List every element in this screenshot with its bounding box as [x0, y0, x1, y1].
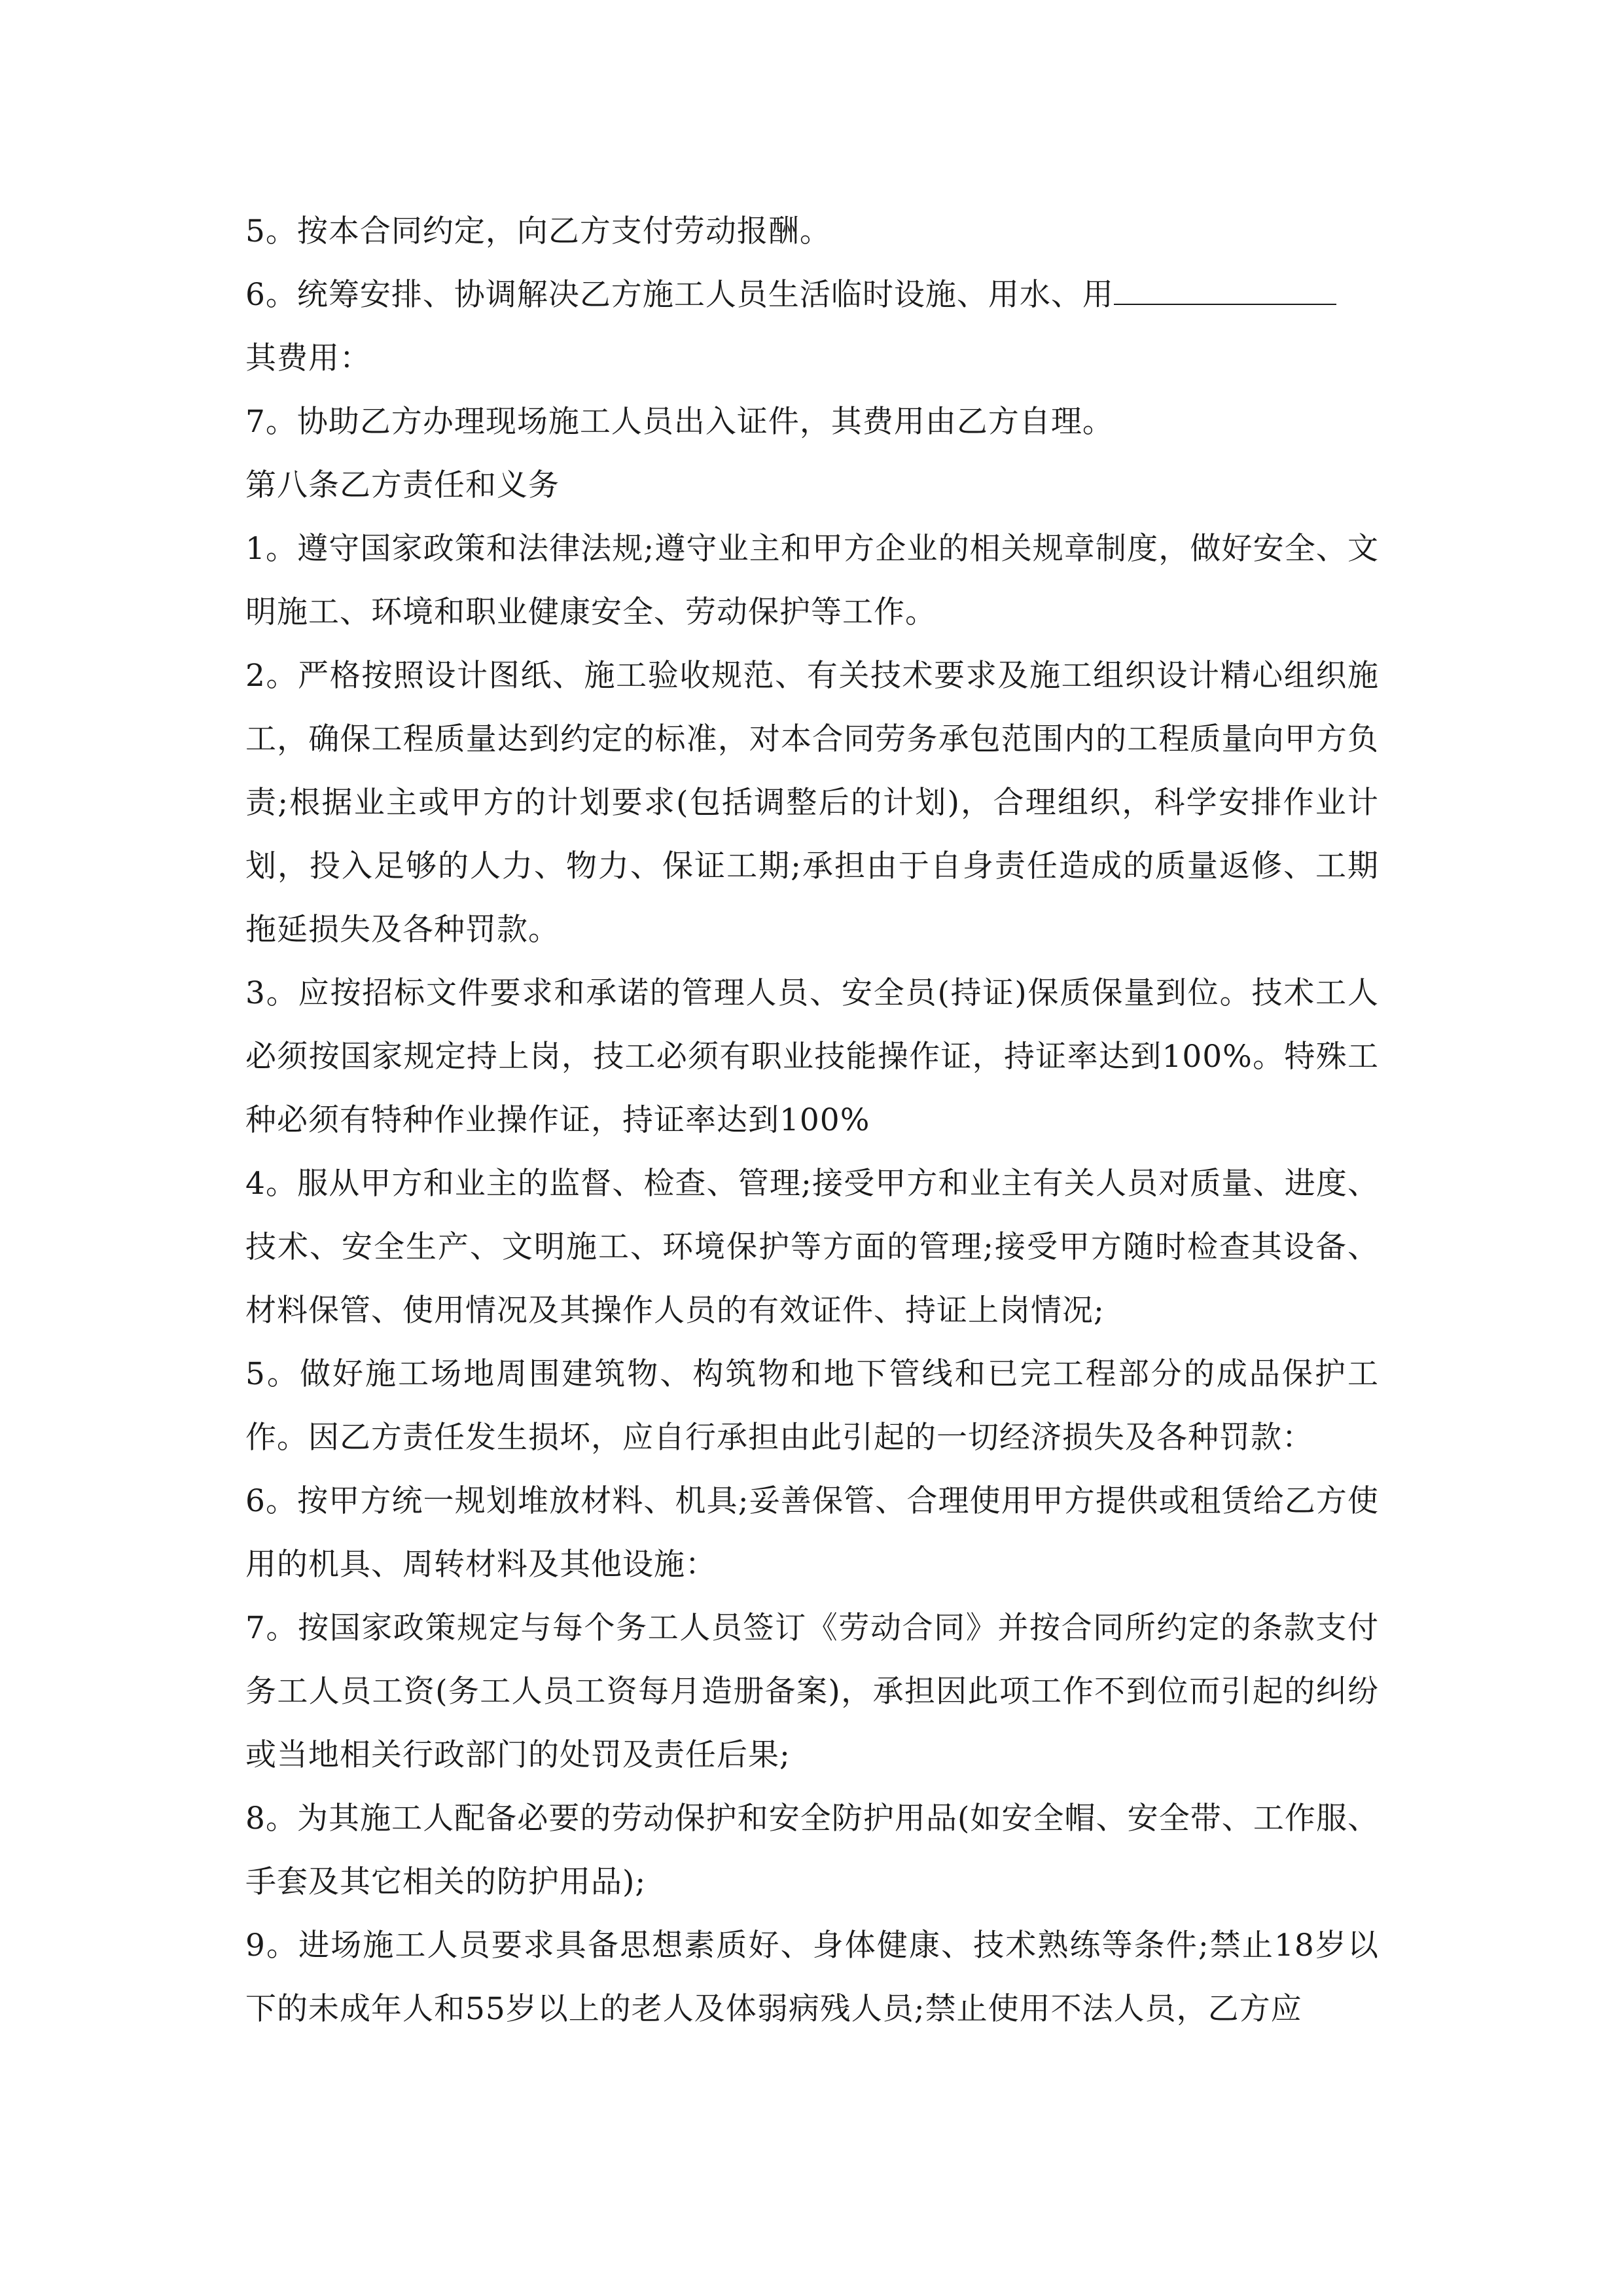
clause-7-6-text: 6。统筹安排、协调解决乙方施工人员生活临时设施、用水、用 — [245, 277, 1114, 313]
article-8-heading: 第八条乙方责任和义务 — [245, 467, 560, 503]
clause-8-6: 6。按甲方统一规划堆放材料、机具;妥善保管、合理使用甲方提供或租赁给乙方使用的机具、周转材料及其他设施： — [245, 1483, 1379, 1583]
clause-8-2: 2。严格按照设计图纸、施工验收规范、有关技术要求及施工组织设计精心组织施工，确保工程质量达到约定的标准，对本合同劳务承包范围内的工程质量向甲方负责;根据业主或甲方的计划要求(包括调整后的计划)，合理组织，科学安排作业计划，投入足够的人力、物力、保证工期;承担由于自身责任造成的质量返修、工期拖延损失及各种罚款。 — [245, 658, 1379, 948]
clause-8-3: 3。应按招标文件要求和承诺的管理人员、安全员(持证)保质保量到位。技术工人必须按国家规定持上岗，技工必须有职业技能操作证，持证率达到100%。特殊工种必须有特种作业操作证，持证率达到100% — [245, 975, 1379, 1138]
clause-8-9: 9。进场施工人员要求具备思想素质好、身体健康、技术熟练等条件;禁止18岁以下的未成年人和55岁以上的老人及体弱病残人员;禁止使用不法人员，乙方应 — [245, 1928, 1379, 2027]
clause-8-4: 4。服从甲方和业主的监督、检查、管理;接受甲方和业主有关人员对质量、进度、技术、安全生产、文明施工、环境保护等方面的管理;接受甲方随时检查其设备、材料保管、使用情况及其操作人员的有效证件、持证上岗情况; — [245, 1166, 1379, 1329]
clause-8-5: 5。做好施工场地周围建筑物、构筑物和地下管线和已完工程部分的成品保护工作。因乙方责任发生损坏，应自行承担由此引起的一切经济损失及各种罚款： — [245, 1356, 1379, 1456]
contract-text — [245, 200, 1379, 2041]
fill-in-blank — [1114, 278, 1336, 305]
clause-7-5: 5。按本合同约定，向乙方支付劳动报酬。 — [245, 213, 831, 249]
clause-8-8: 8。为其施工人配备必要的劳动保护和安全防护用品(如安全帽、安全带、工作服、手套及其它相关的防护用品); — [245, 1801, 1379, 1900]
clause-7-6-continued: 其费用： — [245, 340, 371, 376]
clause-8-7: 7。按国家政策规定与每个务工人员签订《劳动合同》并按合同所约定的条款支付务工人员工资(务工人员工资每月造册备案)，承担因此项工作不到位而引起的纠纷或当地相关行政部门的处罚及责任后果; — [245, 1610, 1379, 1773]
clause-7-6 — [245, 263, 1379, 327]
clause-7-7: 7。协助乙方办理现场施工人员出入证件，其费用由乙方自理。 — [245, 404, 1114, 440]
clause-8-1: 1。遵守国家政策和法律法规;遵守业主和甲方企业的相关规章制度，做好安全、文明施工、环境和职业健康安全、劳动保护等工作。 — [245, 531, 1379, 630]
